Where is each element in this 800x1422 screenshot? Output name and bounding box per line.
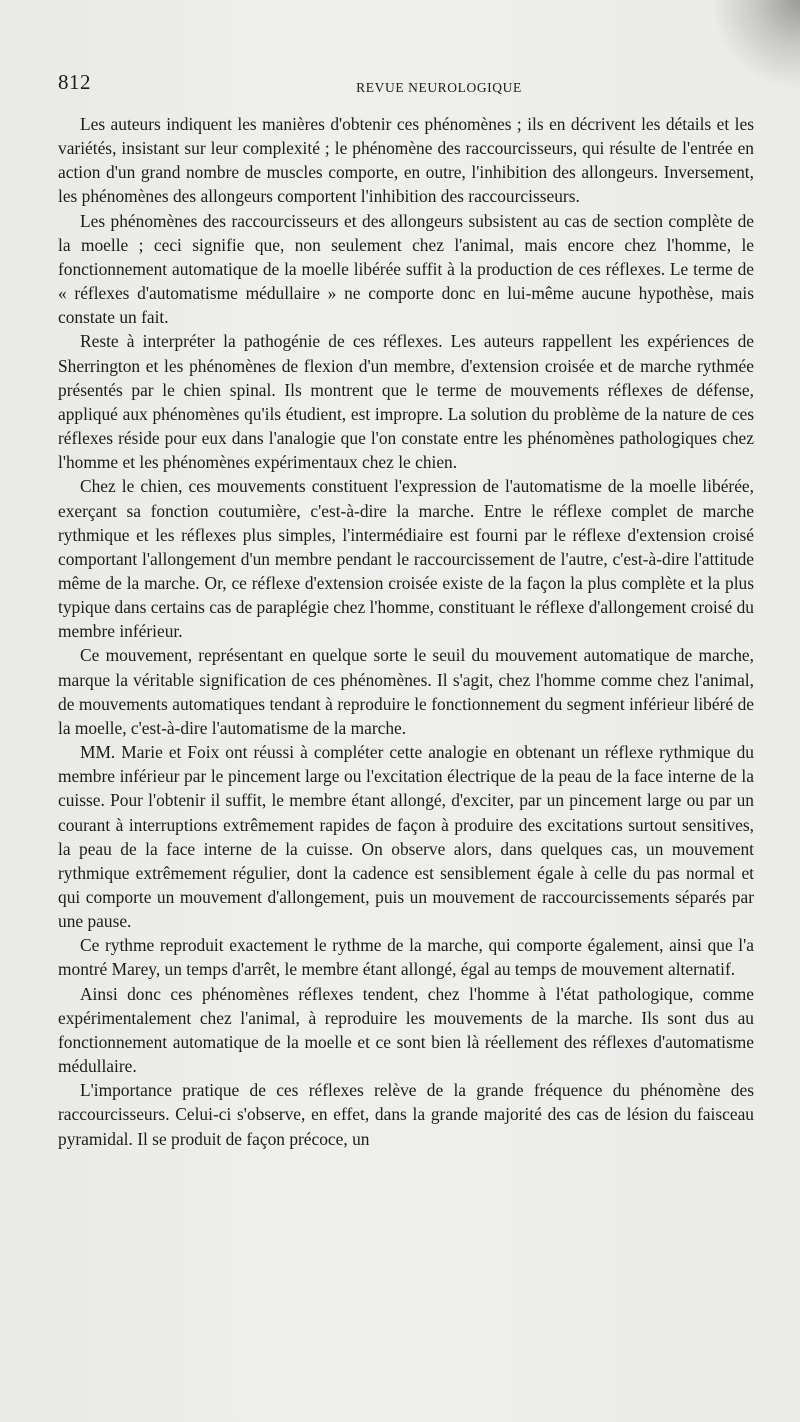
paragraph: Ce rythme reproduit exactement le rythme de la marche, qui comporte également, ainsi que l'a montré Marey, un temps d'arrêt, le membre étant allongé, égal au temps de mouvement alternatif. xyxy=(58,935,754,980)
paragraph: Ce mouvement, représentant en quelque sorte le seuil du mouvement automatique de marche, marque la véritable signification de ces phénomènes. Il s'agit, chez l'homme comme chez l'animal, de mouvements automatiques tendant à reproduire le fonctionnement du segment inférieur libéré de la moelle, c'est-à-dire l'automatisme de la marche. xyxy=(58,645,754,738)
page-header xyxy=(58,70,758,102)
article-body xyxy=(58,112,754,1151)
paragraph: Les phénomènes des raccourcisseurs et des allongeurs subsistent au cas de section complète de la moelle ; ceci signifie que, non seulement chez l'animal, mais encore chez l'homme, le fonctionnement automatique de la moelle libérée suffit à la production de ces réflexes. Le terme de « réflexes d'automatisme médullaire » ne comporte donc en lui-même aucune hypothèse, mais constate un fait. xyxy=(58,210,754,328)
paragraph: L'importance pratique de ces réflexes relève de la grande fréquence du phénomène des raccourcisseurs. Celui-ci s'observe, en effet, dans la grande majorité des cas de lésion du faisceau pyramidal. Il se produit de façon précoce, un xyxy=(58,1080,754,1149)
running-title: REVUE NEUROLOGIQUE xyxy=(356,80,522,95)
paragraph: Ainsi donc ces phénomènes réflexes tendent, chez l'homme à l'état pathologique, comme expérimentalement chez l'animal, à reproduire les mouvements de la marche. Ils sont dus au fonctionnement automatique de la moelle et ce sont bien là réellement des réflexes d'automatisme médullaire. xyxy=(58,983,754,1077)
paragraph: MM. Marie et Foix ont réussi à compléter cette analogie en obtenant un réflexe rythmique du membre inférieur par le pincement large ou l'excitation électrique de la peau de la face interne de la cuisse. Pour l'obtenir il suffit, le membre étant allongé, d'exciter, par un pincement large ou par un courant à interruptions extrêmement rapides de façon à produire des excitations surtout sensitives, la peau de la face interne de la cuisse. On observe alors, dans quelques cas, un mouvement rythmique extrêmement régulier, dont la cadence est sensiblement égale à celle du pas normal et qui comporte un mouvement d'allongement, puis un mouvement de raccourcissements séparés par une pause. xyxy=(58,742,754,932)
page-number: 812 xyxy=(58,70,91,94)
paragraph: Les auteurs indiquent les manières d'obtenir ces phénomènes ; ils en décrivent les détails et les variétés, insistant sur leur complexité ; le phénomène des raccourcisseurs, qui résulte de l'entrée en action d'un grand nombre de muscles comporte, en outre, l'inhibition des allongeurs. Inversement, les phénomènes des allongeurs comportent l'inhibition des raccourcisseurs. xyxy=(58,114,754,207)
paragraph: Reste à interpréter la pathogénie de ces réflexes. Les auteurs rappellent les expériences de Sherrington et les phénomènes de flexion d'un membre, d'extension croisée et de marche rythmée présentés par le chien spinal. Ils montrent que le terme de mouvements réflexes de défense, appliqué aux phénomènes qu'ils étudient, est impropre. La solution du problème de la nature de ces réflexes réside pour eux dans l'analogie que l'on constate entre les phénomènes pathologiques chez l'homme et les phénomènes expérimentaux chez le chien. xyxy=(58,331,754,473)
paragraph: Chez le chien, ces mouvements constituent l'expression de l'automatisme de la moelle libérée, exerçant sa fonction coutumière, c'est-à-dire la marche. Entre le réflexe complet de marche rythmique et les réflexes plus simples, l'intermédiaire est fourni par le réflexe d'extension croisé comportant l'allongement d'un membre pendant le raccourcissement de l'autre, c'est-à-dire l'attitude même de la marche. Or, ce réflexe d'extension croisée existe de la façon la plus complète et la plus typique dans certains cas de paraplégie chez l'homme, constituant le réflexe d'allongement croisé du membre inférieur. xyxy=(58,476,754,642)
